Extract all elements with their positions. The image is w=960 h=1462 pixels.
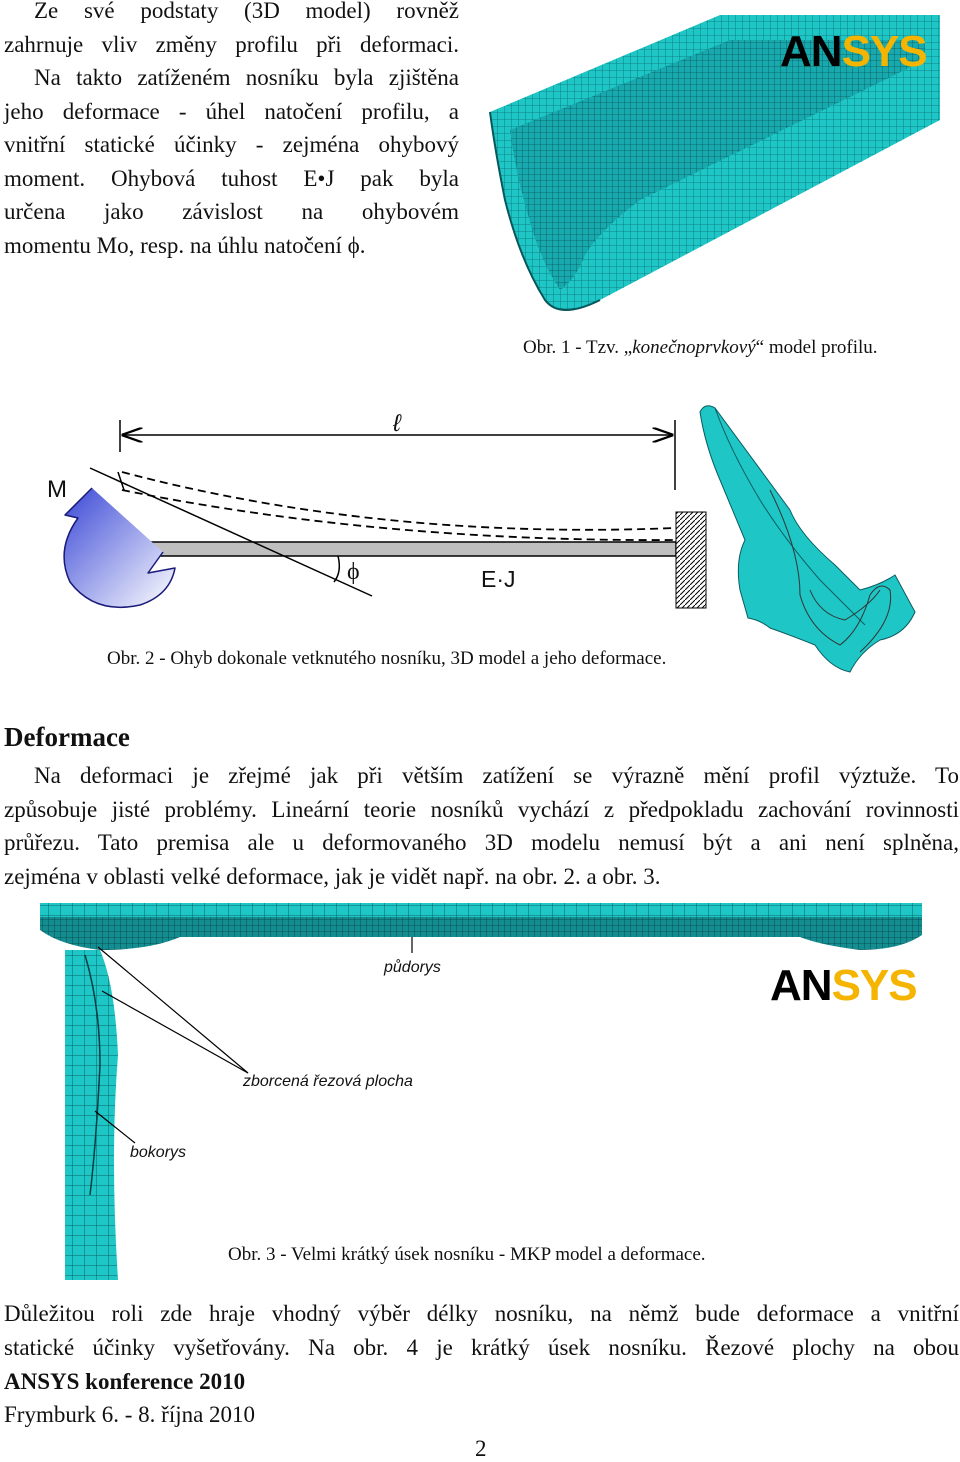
section-paragraph [4,759,959,893]
length-label: ℓ [393,410,401,437]
intro-line: určena jako závislost na ohybovém [4,199,459,224]
angle-arc [334,556,339,582]
leader-surface-2 [102,991,248,1073]
section-line: Na deformaci je zřejmé jak při větším zatížení se výrazně mění profil výztuže. To [34,763,959,788]
page-number: 2 [475,1436,487,1461]
label-plan: půdorys [384,959,441,976]
moment-label: M [47,476,67,503]
figure1-caption: Obr. 1 - Tzv. „konečnoprvkový“ model profilu. [523,337,878,358]
intro-line: vnitřní statické účinky - zejména ohybový [4,132,459,157]
plan-view-body [40,917,922,950]
label-side: bokorys [130,1144,187,1161]
section-line: způsobuje jisté problémy. Lineární teorie nosníků vychází z předpokladu zachování rovinnosti [4,796,959,822]
footer-conference: ANSYS konference 2010 [4,1369,246,1394]
deflected-shape-1 [122,472,675,530]
section-heading: Deformace [4,722,130,752]
closing-paragraph [4,1297,959,1364]
intro-line: Na takto zatíženém nosníku byla zjištěna [34,65,459,90]
fixed-support [676,512,706,608]
intro-line: moment. Ohybová tuhost E•J pak byla [4,165,459,191]
figure3-fe-segment [0,895,960,1285]
beam [120,542,676,556]
intro-line: jeho deformace - úhel natočení profilu, a [4,98,459,124]
intro-line: momentu Mo, resp. na úhlu natočení ϕ. [4,232,366,258]
angle-label: ϕ [347,559,360,585]
deformed-3d-model [700,406,915,672]
ansys-logo: ANSYS [780,27,927,76]
label-warped-surface: zborcená řezová plocha [243,1073,413,1090]
figure2-beam-diagram [0,390,960,690]
stiffness-label: E·J [481,566,516,592]
figure2-caption: Obr. 2 - Ohyb dokonale vetknutého nosníku, 3D model a jeho deformace. [107,648,667,669]
section-line: zejména v oblasti velké deformace, jak je vidět např. na obr. 2. a obr. 3. [4,863,661,889]
side-view-body [65,950,118,1280]
leader-surface-1 [98,947,248,1073]
deflected-shape-2 [122,490,675,540]
section-line: průřezu. Tato premisa ale u deformovaného 3D modelu nemusí být a ani není splněna, [4,830,959,855]
ansys-logo-2: ANSYS [770,961,917,1010]
plan-view-top [40,903,922,917]
footer-place-date: Frymburk 6. - 8. října 2010 [4,1402,256,1427]
closing-line: Důležitou roli zde hraje vhodný výběr délky nosníku, na němž bude deformace a vnitřní [4,1301,959,1326]
closing-line: statické účinky vyšetřovány. Na obr. 4 je krátký úsek nosníku. Řezové plochy na obou [4,1334,959,1360]
intro-line: Ze své podstaty (3D model) rovněž [34,0,459,23]
intro-line: zahrnuje vliv změny profilu při deformaci. [4,31,459,57]
figure3-caption: Obr. 3 - Velmi krátký úsek nosníku - MKP model a deformace. [228,1244,706,1265]
